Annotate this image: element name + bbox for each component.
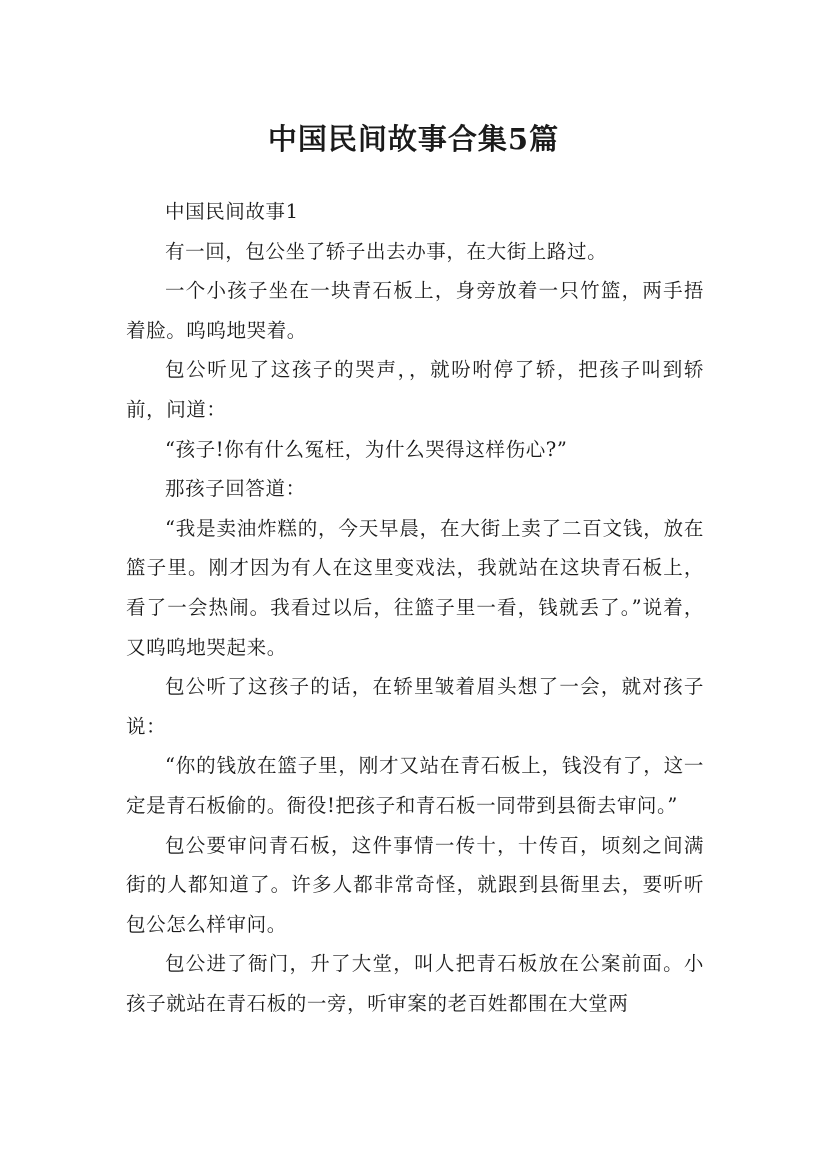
paragraph: “你的钱放在篮子里，刚才又站在青石板上，钱没有了，这一定是青石板偷的。衙役!把孩子和青石板一同带到县衙去审问。”: [126, 754, 704, 817]
paragraph: 包公进了衙门，升了大堂，叫人把青石板放在公案前面。小孩子就站在青石板的一旁，听审案的老百姓都围在大堂两: [126, 952, 704, 1015]
paragraph: 那孩子回答道：: [165, 477, 306, 501]
document-title: 中国民间故事合集5篇: [267, 122, 560, 157]
paragraph: 一个小孩子坐在一块青石板上，身旁放着一只竹篮，两手捂着脸。呜呜地哭着。: [126, 279, 704, 342]
paragraph: “我是卖油炸糕的，今天早晨，在大街上卖了二百文钱，放在篮子里。刚才因为有人在这里变戏法，我就站在这块青石板上，看了一会热闹。我看过以后，往篮子里一看，钱就丢了。”说着，又呜呜地哭起来。: [126, 516, 704, 659]
paragraph: 包公听见了这孩子的哭声，，就吩咐停了轿，把孩子叫到轿前，问道：: [126, 358, 704, 421]
paragraph: 有一回，包公坐了轿子出去办事，在大街上路过。: [165, 239, 608, 263]
paragraph: 包公听了这孩子的话，在轿里皱着眉头想了一会，就对孩子说：: [126, 675, 704, 738]
section-heading: 中国民间故事1: [165, 200, 299, 223]
paragraph: 包公要审问青石板，这件事情一传十，十传百，顷刻之间满街的人都知道了。许多人都非常奇怪，就跟到县衙里去，要听听包公怎么样审问。: [126, 833, 704, 936]
document-body: [126, 192, 704, 1023]
paragraph: “孩子!你有什么冤枉，为什么哭得这样伤心?”: [165, 437, 568, 461]
